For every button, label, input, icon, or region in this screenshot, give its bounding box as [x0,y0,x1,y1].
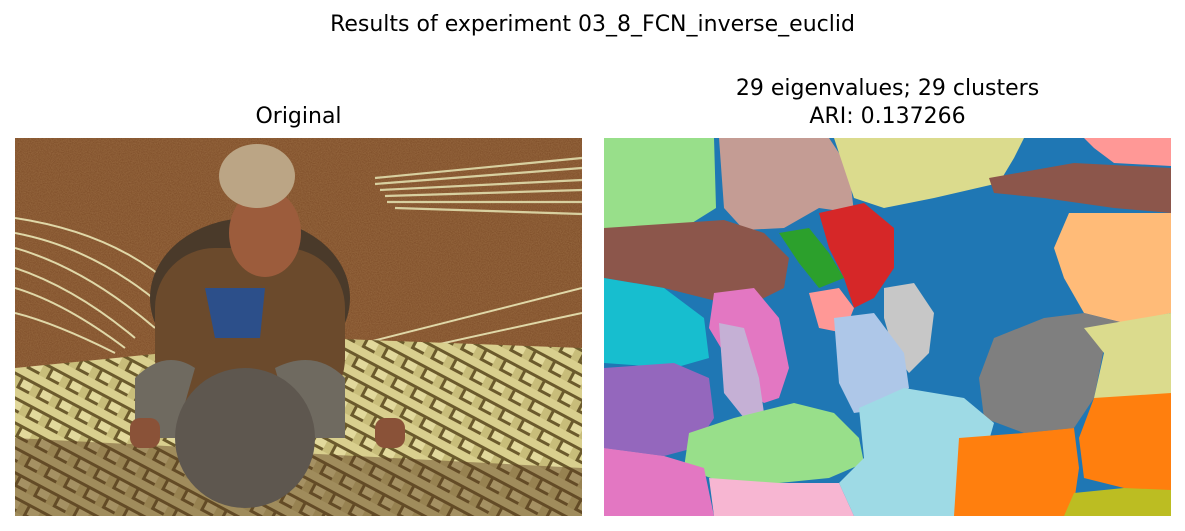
segmentation-panel-title [604,75,1171,131]
segmentation-title-line1: 29 eigenvalues; 29 clusters [735,76,1040,101]
cluster-orange-right [1079,393,1171,493]
original-panel-title: Original [255,104,342,129]
original-photo-illustration [15,138,582,516]
original-image [15,138,582,516]
cluster-map [604,138,1171,516]
cluster-orange-center [954,428,1079,516]
cluster-light-pink [709,478,854,516]
segmentation-title-line2: ARI: 0.137266 [809,104,966,129]
segmentation-image [604,138,1171,516]
figure-suptitle: Results of experiment 03_8_FCN_inverse_euclid [330,12,855,37]
